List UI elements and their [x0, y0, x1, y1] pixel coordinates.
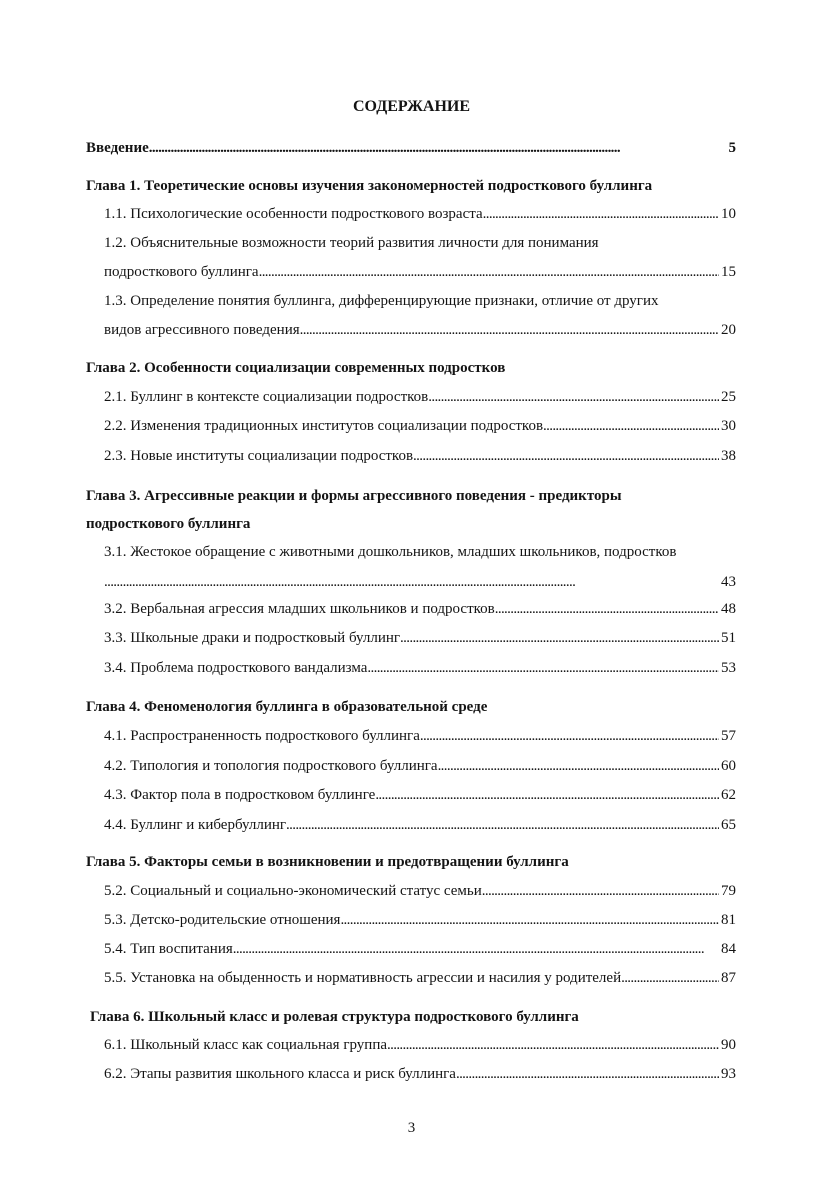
dot-leader	[375, 786, 719, 805]
toc-entry	[104, 292, 736, 340]
toc-entry	[104, 940, 736, 959]
toc-entry-page: 79	[721, 883, 736, 899]
chapter-title: Глава 2. Особенности социализации современных подростков	[86, 360, 506, 376]
toc-entry	[104, 1036, 736, 1055]
dot-leader	[543, 417, 719, 436]
toc-entry	[104, 417, 736, 436]
toc-entry	[104, 447, 736, 466]
dot-leader	[233, 940, 719, 959]
toc-entry-page: 51	[721, 630, 736, 646]
toc-entry-page: 43	[721, 574, 736, 590]
dot-leader	[149, 139, 727, 158]
toc-entry-page: 30	[721, 418, 736, 434]
dot-leader	[340, 911, 719, 930]
toc-entry-line: 1.3. Определение понятия буллинга, дифференцирующие признаки, отличие от других	[104, 293, 659, 309]
toc-entry	[104, 969, 736, 988]
chapter-title: Глава 1. Теоретические основы изучения закономерностей подросткового буллинга	[86, 178, 653, 194]
toc-entry-title: 5.5. Установка на обыденность и нормативность агрессии и насилия у родителей	[104, 970, 622, 986]
toc-entry	[104, 757, 736, 776]
toc-entry-title: Введение	[86, 140, 149, 156]
chapter-title: Глава 6. Школьный класс и ролевая структура подросткового буллинга	[90, 1009, 579, 1025]
toc-entry-title: 2.2. Изменения традиционных институтов социализации подростков	[104, 418, 544, 434]
toc-entry	[104, 1065, 736, 1084]
toc-entry-page: 84	[721, 941, 736, 957]
dot-leader	[400, 629, 719, 648]
toc-entry	[104, 882, 736, 901]
toc-entry-page: 60	[721, 758, 736, 774]
toc-entry-title: видов агрессивного поведения	[104, 322, 300, 338]
toc-entry	[104, 911, 736, 930]
toc-entry-page: 5	[728, 140, 736, 156]
toc-entry	[104, 543, 736, 592]
toc-entry-page: 81	[721, 912, 736, 928]
toc-entry-page: 38	[721, 448, 736, 464]
toc-heading: СОДЕРЖАНИЕ	[352, 98, 471, 115]
toc-entry	[104, 600, 736, 619]
dot-leader	[367, 659, 719, 678]
toc-entry-line: 1.2. Объяснительные возможности теорий развития личности для понимания	[104, 235, 599, 251]
toc-entry	[104, 629, 736, 648]
toc-entry-page: 25	[721, 389, 736, 405]
toc-entry-page: 57	[721, 728, 736, 744]
chapter-title: Глава 5. Факторы семьи в возникновении и предотвращении буллинга	[86, 854, 569, 870]
toc-entry	[104, 786, 736, 805]
toc-entry-page: 48	[721, 601, 736, 617]
toc-entry-title: 4.2. Типология и топология подросткового буллинга	[104, 758, 438, 774]
toc-entry-title: 6.2. Этапы развития школьного класса и риск буллинга	[104, 1066, 456, 1082]
chapter-title: Глава 4. Феноменология буллинга в образовательной среде	[86, 699, 488, 715]
toc-entry-title: 5.2. Социальный и социально-экономический статус семьи	[104, 883, 482, 899]
dot-leader	[387, 1036, 719, 1055]
dot-leader	[259, 263, 719, 282]
toc-entry-title: 2.3. Новые институты социализации подростков	[104, 448, 414, 464]
toc-entry-intro	[86, 139, 736, 158]
toc-entry-title: 5.3. Детско-родительские отношения	[104, 912, 341, 928]
toc-entry	[104, 727, 736, 746]
dot-leader	[621, 969, 719, 988]
dot-leader	[495, 600, 719, 619]
toc-entry-page: 10	[721, 206, 736, 222]
dot-leader	[456, 1065, 719, 1084]
toc-entry-title: 4.4. Буллинг и кибербуллинг	[104, 817, 287, 833]
toc-entry-page: 87	[721, 970, 736, 986]
dot-leader	[438, 757, 719, 776]
dot-leader	[428, 388, 719, 407]
toc-entry-title: 1.1. Психологические особенности подросткового возраста	[104, 206, 483, 222]
dot-leader	[413, 447, 719, 466]
toc-entry-page: 62	[721, 787, 736, 803]
toc-entry-title: 4.3. Фактор пола в подростковом буллинге	[104, 787, 376, 803]
dot-leader	[483, 205, 719, 224]
toc-entry	[104, 659, 736, 678]
toc-entry-page: 65	[721, 817, 736, 833]
dot-leader	[420, 727, 719, 746]
toc-entry-page: 90	[721, 1037, 736, 1053]
page-number: 3	[407, 1120, 416, 1136]
toc-entry-line: 3.1. Жестокое обращение с животными дошкольников, младших школьников, подростков	[104, 544, 677, 560]
dot-leader	[482, 882, 719, 901]
toc-entry-title: 3.4. Проблема подросткового вандализма	[104, 660, 368, 676]
dot-leader	[104, 573, 719, 592]
toc-entry	[104, 816, 736, 835]
toc-entry	[104, 388, 736, 407]
toc-entry-title: 6.1. Школьный класс как социальная группа	[104, 1037, 388, 1053]
toc-entry-title: 2.1. Буллинг в контексте социализации подростков	[104, 389, 429, 405]
toc-entry-page: 93	[721, 1066, 736, 1082]
toc-entry-page: 53	[721, 660, 736, 676]
toc-entry	[104, 234, 736, 282]
toc-entry-title: подросткового буллинга	[104, 264, 259, 280]
toc-entry-title: 3.3. Школьные драки и подростковый буллинг	[104, 630, 401, 646]
toc-entry	[104, 205, 736, 224]
chapter-title: Глава 3. Агрессивные реакции и формы агрессивного поведения - предикторы	[86, 488, 622, 504]
chapter-title-continued: подросткового буллинга	[86, 516, 251, 532]
toc-entry-page: 15	[721, 264, 736, 280]
toc-entry-title: 5.4. Тип воспитания	[104, 941, 233, 957]
dot-leader	[286, 816, 719, 835]
toc-entry-title: 3.2. Вербальная агрессия младших школьников и подростков	[104, 601, 495, 617]
toc-entry-page: 20	[721, 322, 736, 338]
toc-entry-title: 4.1. Распространенность подросткового буллинга	[104, 728, 420, 744]
dot-leader	[300, 321, 719, 340]
